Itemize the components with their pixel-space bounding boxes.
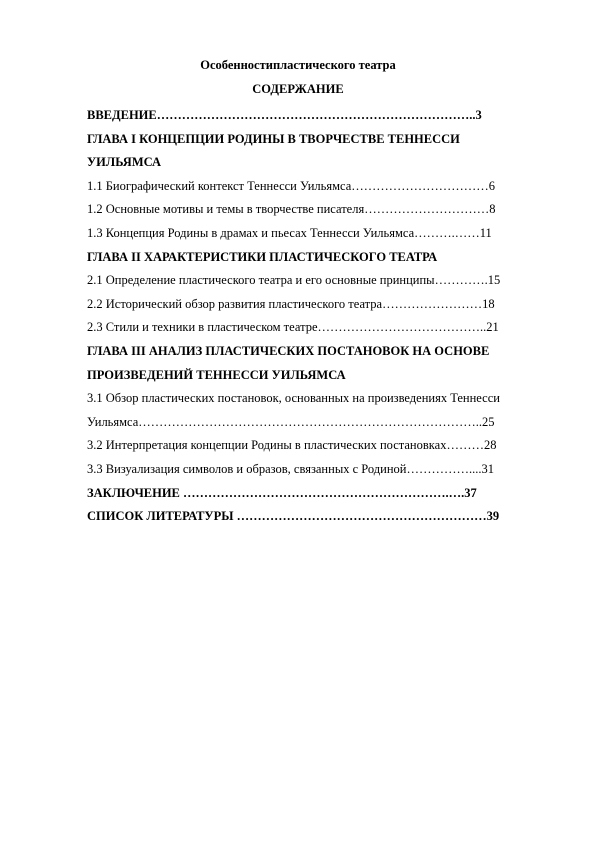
table-of-contents	[87, 104, 557, 529]
toc-entry: ГЛАВА I КОНЦЕПЦИИ РОДИНЫ В ТВОРЧЕСТВЕ ТЕННЕССИ	[87, 131, 460, 146]
toc-entry: ГЛАВА III АНАЛИЗ ПЛАСТИЧЕСКИХ ПОСТАНОВОК НА ОСНОВЕ	[87, 343, 490, 358]
toc-entry: 1.2 Основные мотивы и темы в творчестве писателя…………………………8	[87, 202, 496, 217]
toc-entry: ЗАКЛЮЧЕНИЕ ……………………………………………………….….37	[87, 485, 477, 500]
toc-entry: 3.2 Интерпретация концепции Родины в пластических постановках………28	[87, 438, 497, 453]
toc-entry: 3.1 Обзор пластических постановок, основанных на произведениях Теннесси	[87, 391, 500, 406]
toc-entry: Уильямса………………………………………………………………………..25	[87, 414, 495, 429]
toc-entry: ПРОИЗВЕДЕНИЙ ТЕННЕССИ УИЛЬЯМСА	[87, 367, 346, 382]
toc-entry: СПИСОК ЛИТЕРАТУРЫ ……………………………………………………39	[87, 509, 500, 524]
toc-entry: 2.1 Определение пластического театра и его основные принципы………….15	[87, 273, 501, 288]
toc-entry: УИЛЬЯМСА	[87, 155, 162, 170]
document-title: Особенностипластического театра	[200, 58, 396, 72]
toc-entry: ВВЕДЕНИЕ…………………………………………………………………..3	[87, 108, 482, 122]
toc-entry: 2.2 Исторический обзор развития пластического театра……………………18	[87, 296, 495, 311]
toc-entry: ГЛАВА II ХАРАКТЕРИСТИКИ ПЛАСТИЧЕСКОГО ТЕАТРА	[87, 249, 438, 264]
toc-entry: 1.3 Концепция Родины в драмах и пьесах Теннесси Уильямса……….……11	[87, 225, 492, 240]
toc-entry: 3.3 Визуализация символов и образов, связанных с Родиной……………....31	[87, 461, 494, 476]
toc-heading: СОДЕРЖАНИЕ	[252, 82, 344, 96]
toc-entry: 1.1 Биографический контекст Теннесси Уильямса……………………………6	[87, 178, 496, 193]
toc-entry: 2.3 Стили и техники в пластическом театре…………………………………..21	[87, 320, 499, 335]
